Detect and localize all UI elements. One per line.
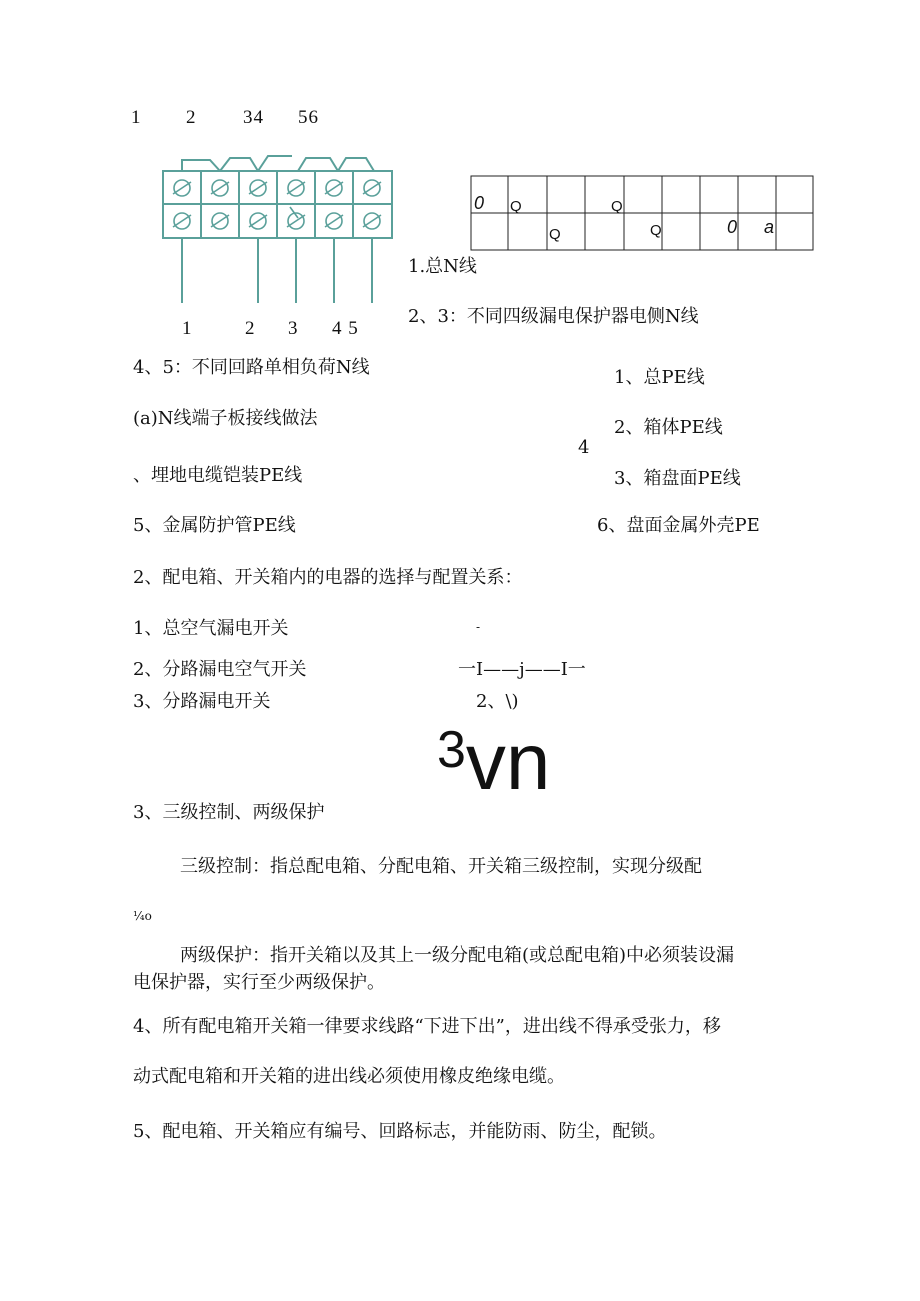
legend-n-3: 4、5：不同回路单相负荷N线: [133, 357, 370, 378]
grid-cell: 0: [474, 193, 485, 213]
circuit-line: 一I——j——I一: [458, 659, 586, 680]
section-2-item-1: 1、总空气漏电开关: [133, 618, 289, 639]
legend-pe-5: 5、金属防护管PE线: [133, 515, 296, 536]
para-two-level-1: 两级保护：指开关箱以及其上一级分配电箱(或总配电箱)中必须装设漏: [180, 945, 735, 966]
legend-n-2: 2、3：不同四级漏电保护器电侧N线: [408, 306, 699, 327]
para-three-level: 三级控制：指总配电箱、分配电箱、开关箱三级控制，实现分级配: [180, 856, 702, 877]
grid-cell: Q: [611, 198, 623, 215]
big-symbol-sup: 3: [437, 721, 466, 779]
stray-number: 4: [578, 437, 590, 458]
terminal-number-top: 1: [131, 107, 142, 128]
grid-cell: a: [764, 217, 775, 237]
grid-cell: Q: [549, 226, 561, 243]
legend-pe-4: 、埋地电缆铠装PE线: [133, 465, 303, 486]
grid-cell: Q: [650, 222, 662, 239]
terminal-number-bottom: 1: [182, 318, 193, 339]
section-4-line-1: 4、所有配电箱开关箱一律要求线路“下进下出”，进出线不得承受张力，移: [133, 1016, 721, 1037]
para-two-level-2: 电保护器，实行至少两级保护。: [133, 972, 385, 993]
terminal-number-top: 2: [186, 107, 197, 128]
circuit-line-2: 2、\): [476, 691, 519, 712]
legend-n-1: 1.总N线: [408, 256, 477, 277]
section-5: 5、配电箱、开关箱应有编号、回路标志，并能防雨、防尘，配锁。: [133, 1121, 667, 1142]
grid-cell: 0: [727, 217, 738, 237]
section-2-item-3: 3、分路漏电开关: [133, 691, 271, 712]
terminal-number-top: 56: [298, 107, 319, 128]
dash-mark: -: [476, 620, 481, 634]
text-fragment: ¼o: [133, 909, 152, 923]
terminal-number-top: 34: [243, 107, 264, 128]
terminal-number-bottom: 4 5: [332, 318, 359, 339]
legend-pe-1: 1、总PE线: [614, 367, 705, 388]
section-4-line-2: 动式配电箱和开关箱的进出线必须使用橡皮绝缘电缆。: [133, 1066, 565, 1087]
section-2-item-2: 2、分路漏电空气开关: [133, 659, 307, 680]
terminal-number-bottom: 3: [288, 318, 299, 339]
section-3-title: 3、三级控制、两级保护: [133, 802, 325, 823]
big-symbol: [437, 710, 551, 806]
legend-pe-6: 6、盘面金属外壳PE: [597, 515, 760, 536]
pe-terminal-grid: [0, 0, 920, 260]
section-2-title: 2、配电箱、开关箱内的电器的选择与配置关系：: [133, 567, 523, 588]
grid-cell: Q: [510, 198, 522, 215]
caption-a: (a)N线端子板接线做法: [133, 408, 318, 429]
terminal-number-bottom: 2: [245, 318, 256, 339]
legend-pe-2: 2、箱体PE线: [614, 417, 723, 438]
legend-pe-3: 3、箱盘面PE线: [614, 468, 741, 489]
big-symbol-text: vn: [465, 717, 551, 806]
